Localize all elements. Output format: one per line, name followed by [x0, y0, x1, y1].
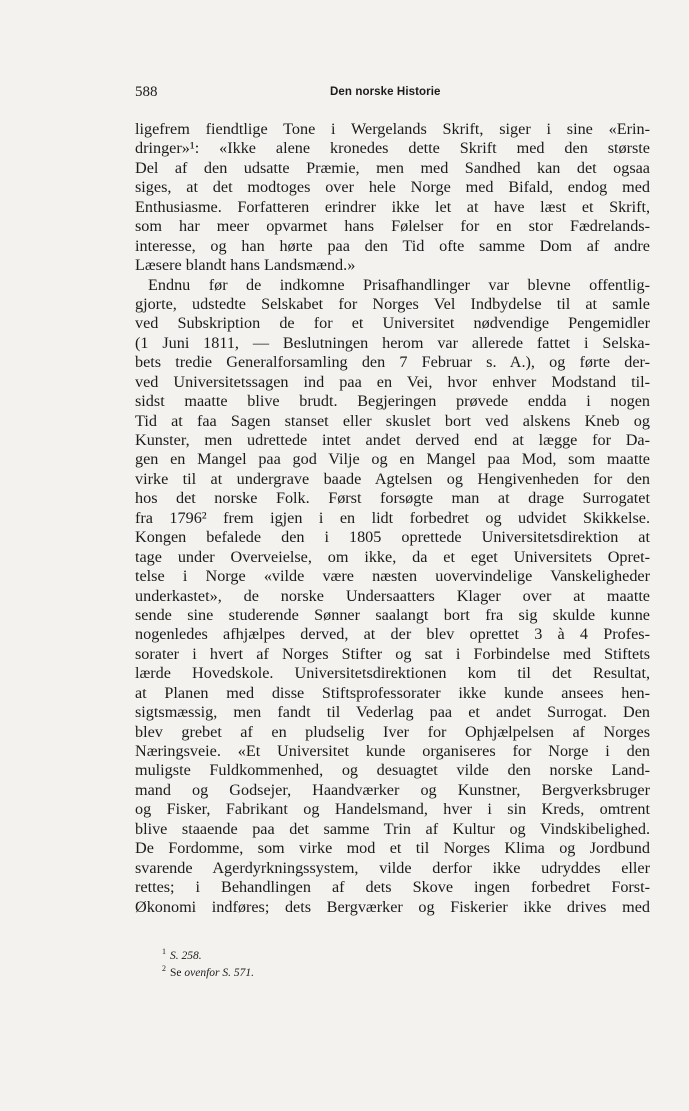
footnote-prefix: Se: [170, 966, 185, 979]
text-line: sende sine studerende Sønner saalangt bort fra sig skulde kunne: [135, 605, 650, 624]
text-line: og Fisker, Fabrikant og Handelsmand, hver i sin Kreds, omtrent: [135, 800, 650, 819]
footnote-marker: 2: [162, 964, 166, 973]
text-line: Kunster, men udrettede intet andet derved end at lægge for Da-: [135, 431, 650, 449]
text-line: svarende Agerdyrkningssystem, vilde derfor ikke udryddes eller: [135, 858, 650, 877]
text-line: Del af den udsatte Præmie, men med Sandhed kan det ogsaa: [135, 158, 650, 177]
text-line: tage under Overveielse, om ikke, da et eget Universitets Opret-: [135, 547, 650, 566]
text-line: rettes; i Behandlingen af dets Skove ingen forbedret Forst-: [135, 878, 650, 897]
footnote-2: [162, 960, 462, 977]
text-line: underkastet», de norske Undersaatters Klager over at maatte: [135, 586, 650, 605]
text-line: blev grebet af en pludselig Iver for Ophjælpelsen af Norges: [135, 722, 650, 741]
text-line: gen en Mangel paa god Vilje og en Mangel paa Mod, som maatte: [135, 450, 650, 469]
text-line: ligefrem fiendtlige Tone i Wergelands Skrift, siger i sine «Erin-: [135, 120, 650, 138]
text-line: siges, at det modtoges over hele Norge med Bifald, endog med: [135, 178, 650, 197]
page-number: 588: [135, 84, 158, 100]
text-line: mand og Godsejer, Haandværker og Kunstner, Bergverksbruger: [135, 780, 650, 799]
text-line: hos det norske Folk. Først forsøgte man at drage Surrogatet: [135, 489, 650, 508]
footnote-marker: 1: [162, 947, 166, 956]
text-line: Endnu før de indkomne Prisafhandlinger var blevne offentlig-: [148, 275, 650, 294]
footnotes: [162, 943, 462, 977]
text-line: fra 1796² frem igjen i en lidt forbedret og udvidet Skikkelse.: [135, 508, 650, 527]
body-text: [135, 120, 650, 917]
footnote-1: [162, 943, 462, 960]
text-line: interesse, og han hørte paa den Tid ofte samme Dom af andre: [135, 236, 650, 255]
text-line: Læsere blandt hans Landsmænd.»: [135, 256, 356, 275]
text-line: at Planen med disse Stiftsprofessorater ikke kunde ansees hen-: [135, 683, 650, 702]
text-line: Kongen befalede den i 1805 oprettede Universitetsdirektion at: [135, 528, 650, 547]
text-line: (1 Juni 1811, — Beslutningen herom var allerede fattet i Selska-: [135, 333, 650, 352]
text-line: Næringsveie. «Et Universitet kunde organiseres for Norge i den: [135, 742, 650, 760]
text-line: dringer»¹: «Ikke alene kronedes dette Skrift med den største: [135, 139, 650, 158]
running-title: Den norske Historie: [330, 86, 441, 98]
text-line: Enthusiasme. Forfatteren erindrer ikke let at have læst et Skrift,: [135, 197, 650, 216]
text-line: De Fordomme, som virke mod et til Norges Klima og Jordbund: [135, 839, 650, 858]
text-line: telse i Norge «vilde være næsten uovervindelige Vanskeligheder: [135, 567, 650, 586]
text-line: ved Universitetssagen ind paa en Vei, hvor enhver Modstand til-: [135, 372, 650, 391]
text-line: nogenledes afhjælpes derved, at der blev oprettet 3 à 4 Profes-: [135, 625, 650, 644]
text-line: Økonomi indføres; dets Bergværker og Fiskerier ikke drives med: [135, 897, 650, 916]
text-line: sigtsmæssig, men fandt til Vederlag paa et andet Surrogat. Den: [135, 703, 650, 722]
text-line: Tid at faa Sagen stanset eller skuslet bort ved alskens Kneb og: [135, 411, 650, 430]
footnote-text: ovenfor S. 571.: [184, 966, 255, 979]
text-line: ved Subskription de for et Universitet nødvendige Pengemidler: [135, 314, 650, 333]
text-line: blive staaende paa det samme Trin af Kultur og Vindskibelighed.: [135, 819, 650, 838]
text-line: sidst maatte blive brudt. Begjeringen prøvede endda i nogen: [135, 392, 650, 411]
text-line: som har meer opvarmet hans Følelser for en stor Fædrelands-: [135, 217, 650, 236]
text-line: bets tredie Generalforsamling den 7 Februar s. A.), og førte der-: [135, 353, 650, 372]
text-line: sorater i hvert af Norges Stifter og sat i Forbindelse med Stiftets: [135, 644, 650, 663]
text-line: gjorte, udstedte Selskabet for Norges Vel Indbydelse til at samle: [135, 294, 650, 313]
footnote-text: S. 258.: [170, 949, 202, 962]
text-line: virke til at undergrave baade Agtelsen og Hengivenheden for den: [135, 469, 650, 488]
text-line: muligste Fuldkommenhed, og desuagtet vilde den norske Land-: [135, 761, 650, 780]
text-line: lærde Hovedskole. Universitetsdirektionen kom til det Resultat,: [135, 664, 650, 683]
page-header: [135, 84, 650, 106]
